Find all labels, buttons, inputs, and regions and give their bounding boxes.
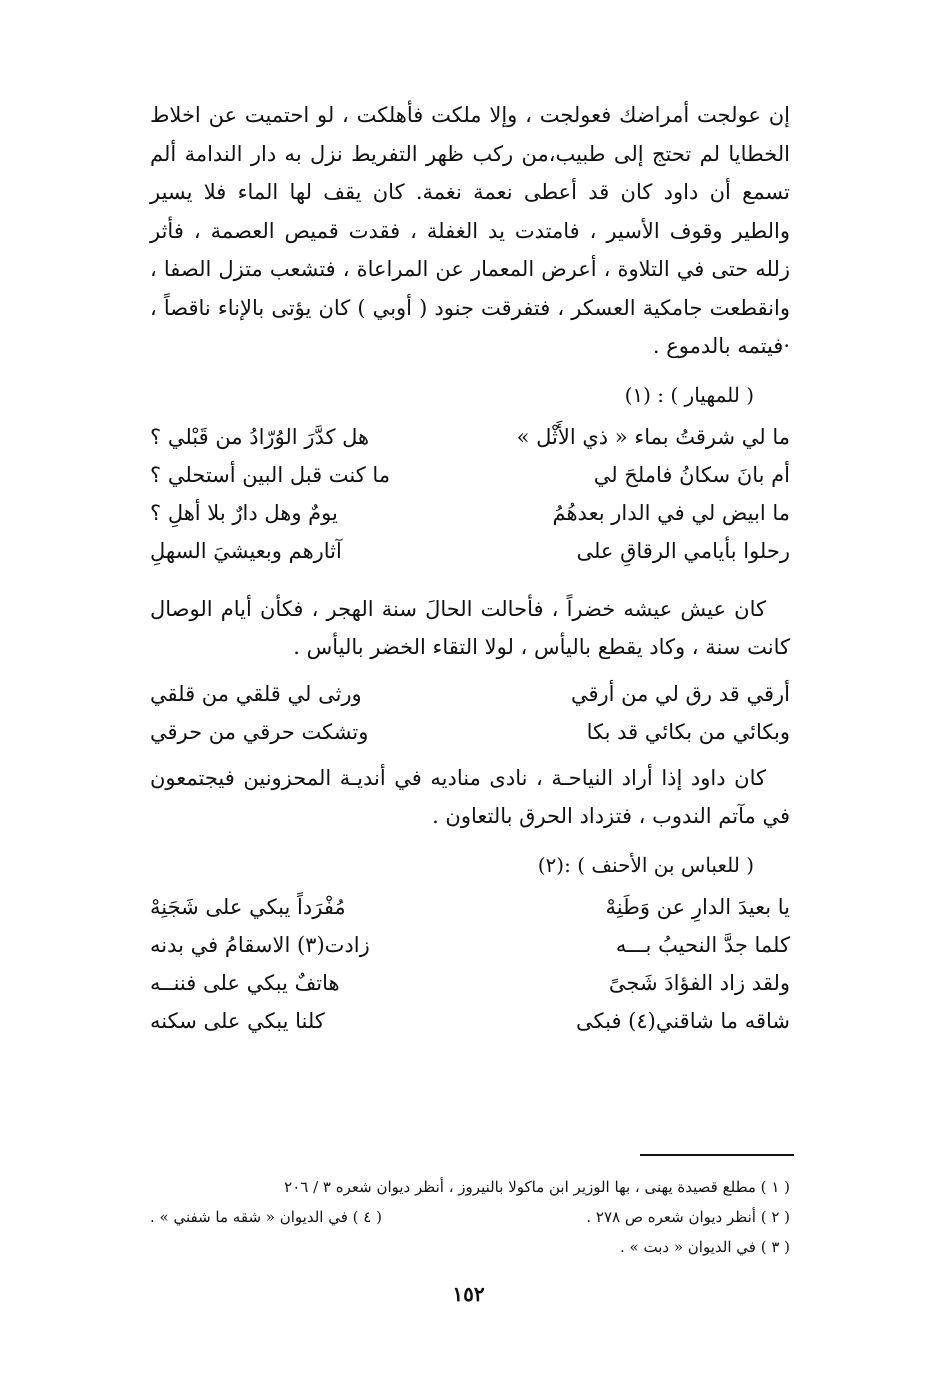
hemistich-second: آثارهم وبعيشيَ السهلِ [150,538,342,563]
paragraph-text: إن عولجت أمراضك فعولجت ، وإلا ملكت فأهلكت ، لو احتميت عن اخلاط الخطايا لم تحتج إلى طبيب،من ركب ظهر التفريط نزل به دار الندامة ألم تسمع أن داود كان قد أعطى نعمة نغمة. كان يقف لها الماء فلا يسير والطير وقوف الأسير ، فامتدت يد الغفلة ، فقدت قميص العصمة ، فأثر زلله حتى في التلاوة ، أعرض المعمار عن المراعاة ، فتشعب متزل الصفا ، وانقطعت جامكية العسكر ، فتفرقت جنود ( أوبي ) كان يؤتى بالإناء ناقصاً ، ·فيتمه بالدموع . [150,103,790,358]
hemistich-first: رحلوا بأيامي الرقاقِ على [576,538,790,563]
verse-line [150,926,790,964]
section-heading-mihyar: ( للمهيار ) : (١) [624,382,754,407]
paragraph-text: كان داود إذا أراد النياحـة ، نادى مناديه في أنديـة المحزونين فيجتمعون في مآتم الندوب ، فتزداد الحرق بالتعاون . [150,765,790,828]
verse-line [150,456,790,494]
verse-line [150,888,790,926]
hemistich-second: زادت(٣) الاسقامُ في بدنه [150,932,370,957]
hemistich-second: ورثى لي قلقي من قلقي [150,681,362,706]
hemistich-first: أم بانَ سكانُ فاملحَ لي [593,462,790,487]
hemistich-first: أرقي قد رق لي من أرقي [570,681,790,706]
hemistich-second: مُفْرَداً يبكي على شَجَنِهْ [150,894,346,919]
poem-abbas [150,888,790,1040]
verse-line [150,675,790,713]
opening-paragraph [150,96,790,366]
page-body [150,96,790,1048]
paragraph-text: كان عيش عيشه خضراً ، فأحالت الحالَ سنة الهجر ، فكأن أيام الوصال كانت سنة ، وكاد يقطع باليأس ، لولا التقاء الخضر باليأس . [150,596,790,659]
verse-line [150,964,790,1002]
hemistich-second: هاتفٌ يبكي على فننــه [150,970,340,995]
third-paragraph [150,759,790,836]
footnotes [150,1172,790,1262]
section-heading-abbas: ( للعباس بن الأحنف ) :(٢) [537,852,754,877]
hemistich-first: ولقد زاد الفؤادَ شَجىً [608,970,790,995]
hemistich-first: شاقه ما شاقني(٤) فبكى [576,1008,790,1033]
hemistich-second: وتشكت حرقي من حرقي [150,719,369,744]
hemistich-first: ما لي شرقتُ بماء « ذي الأَثْل » [516,424,790,449]
footnote-2: ( ٢ ) أنظر ديوان شعره ص ٢٧٨ . [586,1208,790,1226]
hemistich-second: كلنا يبكي على سكنه [150,1008,325,1033]
hemistich-first: يا بعيدَ الدارِ عن وَطَنِهْ [605,894,790,919]
footnote-3: ( ٣ ) في الديوان « دبت » . [619,1238,790,1256]
hemistich-second: ما كنت قبل البين أستحلي ؟ [150,462,391,487]
hemistich-second: يومٌ وهل دارٌ بلا أهلِ ؟ [150,500,338,525]
hemistich-first: ما ابيض لي في الدار بعدهُمُ [552,500,790,525]
hemistich-first: وبكائي من بكائي قد بكا [586,719,790,744]
verse-line [150,494,790,532]
footnote-4: ( ٤ ) في الديوان « شقه ما شفني » . [150,1208,382,1226]
verse-line [150,713,790,751]
footnote-1: ( ١ ) مطلع قصيدة يهنى ، بها الوزير ابن ماكولا بالنيروز ، أنظر ديوان شعره ٣ / ٢٠٦ [284,1178,790,1196]
poem-mihyar [150,418,790,570]
poem-araqi [150,675,790,751]
verse-line [150,1002,790,1040]
hemistich-first: كلما جدَّ النحيبُ بـــه [615,932,790,957]
hemistich-second: هل كدَّرَ الوُرّادُ من قَبْلي ؟ [150,424,370,449]
verse-line [150,418,790,456]
middle-paragraph [150,590,790,667]
footnote-row [150,1202,790,1232]
footnote-separator [640,1154,794,1156]
verse-line [150,532,790,570]
page-number: ١٥٢ [452,1282,485,1306]
